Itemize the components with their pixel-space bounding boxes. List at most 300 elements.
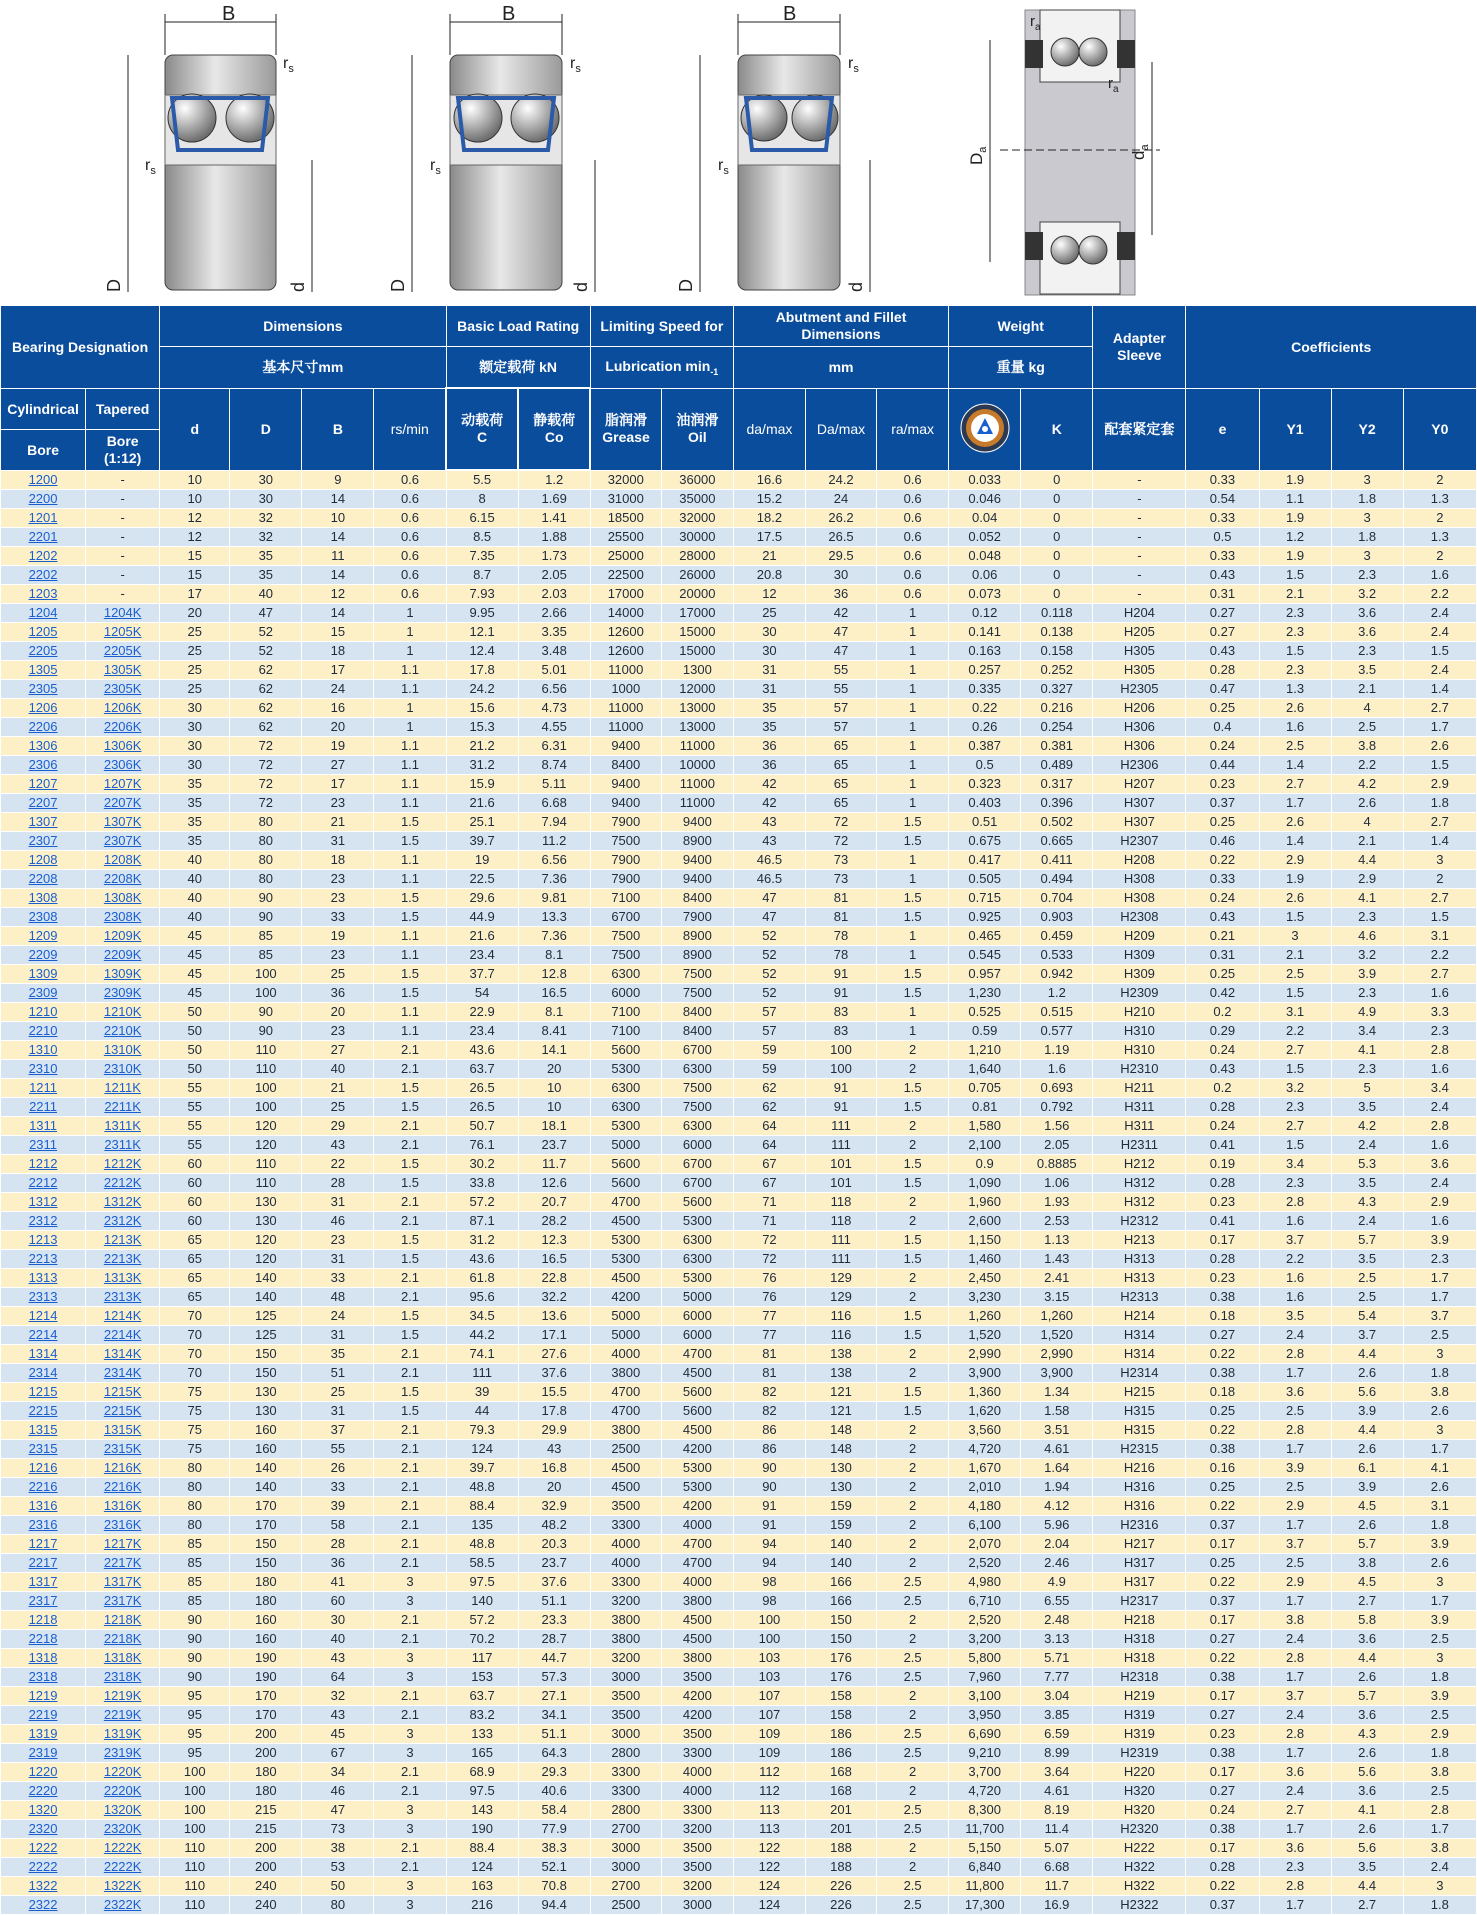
cell-speed-grease: 6300 [590, 1098, 661, 1117]
cell-bore-cylindrical[interactable]: 1211 [1, 1079, 86, 1098]
cell-bore-cylindrical[interactable]: 1217 [1, 1535, 86, 1554]
cell-speed-grease: 1000 [590, 680, 661, 699]
cell-speed-grease: 6700 [590, 908, 661, 927]
cell-bore-cylindrical[interactable]: 1308 [1, 889, 86, 908]
cell-dynamic-load-C: 39.7 [446, 1459, 518, 1478]
cell-bore-cylindrical[interactable]: 2306 [1, 756, 86, 775]
cell-bore-cylindrical[interactable]: 2309 [1, 984, 86, 1003]
cell-bore-tapered[interactable]: 1318K [86, 1649, 160, 1668]
cell-dynamic-load-C: 58.5 [446, 1554, 518, 1573]
cell-weight: 0.073 [949, 585, 1021, 604]
cell-bore-tapered[interactable]: 1313K [86, 1269, 160, 1288]
cell-bore-tapered[interactable]: 2216K [86, 1478, 160, 1497]
cell-e: 0.44 [1186, 756, 1259, 775]
cell-bore-tapered[interactable]: 2306K [86, 756, 160, 775]
cell-d: 45 [160, 984, 230, 1003]
cell-bore-cylindrical[interactable]: 2206 [1, 718, 86, 737]
cell-bore-cylindrical[interactable]: 2312 [1, 1212, 86, 1231]
cell-bore-cylindrical[interactable]: 1206 [1, 699, 86, 718]
cell-Y2: 4.5 [1331, 1497, 1403, 1516]
cell-speed-grease: 22500 [590, 566, 661, 585]
cell-bore-cylindrical[interactable]: 1208 [1, 851, 86, 870]
cell-bore-cylindrical[interactable]: 2219 [1, 1706, 86, 1725]
cell-d: 10 [160, 490, 230, 509]
cell-bore-cylindrical[interactable]: 1218 [1, 1611, 86, 1630]
cell-dynamic-load-C: 7.93 [446, 585, 518, 604]
cell-bore-cylindrical[interactable]: 2213 [1, 1250, 86, 1269]
cell-dynamic-load-C: 50.7 [446, 1117, 518, 1136]
cell-bore-tapered[interactable]: 2219K [86, 1706, 160, 1725]
cell-bore-tapered: - [86, 528, 160, 547]
cell-bore-cylindrical[interactable]: 1207 [1, 775, 86, 794]
cell-weight: 0.26 [949, 718, 1021, 737]
cell-Y0: 1.3 [1403, 528, 1476, 547]
cell-weight: 3,950 [949, 1706, 1021, 1725]
cell-rs-min: 3 [374, 1668, 446, 1687]
cell-bore-tapered[interactable]: 1322K [86, 1877, 160, 1896]
cell-bore-cylindrical[interactable]: 1209 [1, 927, 86, 946]
cell-dynamic-load-C: 21.2 [446, 737, 518, 756]
table-row [1, 1478, 1477, 1497]
cell-bore-cylindrical[interactable]: 1307 [1, 813, 86, 832]
cell-Da-max: 130 [805, 1459, 876, 1478]
cell-e: 0.38 [1186, 1744, 1259, 1763]
cell-Y0: 2.5 [1403, 1782, 1476, 1801]
cell-bore-cylindrical[interactable]: 1210 [1, 1003, 86, 1022]
cell-bore-cylindrical[interactable]: 2209 [1, 946, 86, 965]
cell-dynamic-load-C: 33.8 [446, 1174, 518, 1193]
cell-weight: 0.715 [949, 889, 1021, 908]
cell-bore-cylindrical[interactable]: 1204 [1, 604, 86, 623]
cell-bore-cylindrical[interactable]: 2310 [1, 1060, 86, 1079]
cell-Y0: 3.9 [1403, 1687, 1476, 1706]
cell-da-max: 30 [733, 642, 805, 661]
cell-bore-cylindrical[interactable]: 2212 [1, 1174, 86, 1193]
cell-bore-tapered[interactable]: 2310K [86, 1060, 160, 1079]
cell-bore-tapered[interactable]: 1218K [86, 1611, 160, 1630]
cell-bore-tapered[interactable]: 1206K [86, 699, 160, 718]
header-e: e [1186, 388, 1259, 470]
cell-e: 0.23 [1186, 775, 1259, 794]
cell-bore-cylindrical[interactable]: 2311 [1, 1136, 86, 1155]
cell-ra-max: 2 [877, 1193, 949, 1212]
cell-speed-grease: 25000 [590, 547, 661, 566]
cell-K: 4.9 [1021, 1573, 1093, 1592]
cell-bore-tapered[interactable]: 2206K [86, 718, 160, 737]
cell-bore-cylindrical[interactable]: 2205 [1, 642, 86, 661]
cell-bore-cylindrical[interactable]: 2201 [1, 528, 86, 547]
cell-bore-cylindrical[interactable]: 2210 [1, 1022, 86, 1041]
cell-speed-grease: 7900 [590, 851, 661, 870]
cell-bore-tapered[interactable]: 2322K [86, 1896, 160, 1915]
cell-rs-min: 3 [374, 1649, 446, 1668]
cell-bore-tapered[interactable]: 2314K [86, 1364, 160, 1383]
cell-Y0: 1.7 [1403, 1269, 1476, 1288]
cell-bore-tapered[interactable]: 2208K [86, 870, 160, 889]
cell-bore-tapered[interactable]: 2207K [86, 794, 160, 813]
cell-bore-cylindrical[interactable]: 1311 [1, 1117, 86, 1136]
cell-bore-tapered[interactable]: 1306K [86, 737, 160, 756]
cell-e: 0.17 [1186, 1763, 1259, 1782]
cell-Da-max: 168 [805, 1763, 876, 1782]
cell-bore-cylindrical[interactable]: 2315 [1, 1440, 86, 1459]
cell-speed-grease: 7900 [590, 870, 661, 889]
cell-ra-max: 2.5 [877, 1744, 949, 1763]
cell-bore-cylindrical[interactable]: 1215 [1, 1383, 86, 1402]
cell-da-max: 25 [733, 604, 805, 623]
cell-bore-tapered[interactable]: 2222K [86, 1858, 160, 1877]
cell-bore-cylindrical[interactable]: 1222 [1, 1839, 86, 1858]
cell-speed-oil: 4200 [661, 1497, 733, 1516]
cell-bore-tapered[interactable]: 1213K [86, 1231, 160, 1250]
cell-bore-cylindrical[interactable]: 2218 [1, 1630, 86, 1649]
cell-bore-cylindrical[interactable]: 2207 [1, 794, 86, 813]
cell-D: 240 [230, 1896, 302, 1915]
cell-bore-cylindrical[interactable]: 1203 [1, 585, 86, 604]
cell-static-load-Co: 15.5 [518, 1383, 590, 1402]
cell-speed-grease: 3000 [590, 1668, 661, 1687]
cell-speed-grease: 7500 [590, 927, 661, 946]
cell-D: 120 [230, 1231, 302, 1250]
cell-Y2: 2.1 [1331, 832, 1403, 851]
cell-bore-cylindrical[interactable]: 2305 [1, 680, 86, 699]
cell-bore-cylindrical[interactable]: 2202 [1, 566, 86, 585]
cell-bore-cylindrical[interactable]: 2208 [1, 870, 86, 889]
cell-B: 12 [302, 585, 374, 604]
cell-ra-max: 0.6 [877, 585, 949, 604]
cell-bore-tapered[interactable]: 1314K [86, 1345, 160, 1364]
cell-d: 40 [160, 889, 230, 908]
cell-bore-tapered[interactable]: 2205K [86, 642, 160, 661]
cell-adapter-sleeve: H2314 [1093, 1364, 1186, 1383]
cell-bore-tapered[interactable]: 1310K [86, 1041, 160, 1060]
cell-K: 4.12 [1021, 1497, 1093, 1516]
cell-K: 8.99 [1021, 1744, 1093, 1763]
cell-K: 5.96 [1021, 1516, 1093, 1535]
cell-bore-tapered[interactable]: 2214K [86, 1326, 160, 1345]
cell-bore-tapered[interactable]: 1208K [86, 851, 160, 870]
cell-dynamic-load-C: 29.6 [446, 889, 518, 908]
cell-bore-tapered[interactable]: 1307K [86, 813, 160, 832]
cell-bore-cylindrical[interactable]: 1316 [1, 1497, 86, 1516]
cell-bore-cylindrical[interactable]: 2318 [1, 1668, 86, 1687]
cell-adapter-sleeve: H322 [1093, 1877, 1186, 1896]
table-row [1, 1516, 1477, 1535]
cell-da-max: 43 [733, 832, 805, 851]
cell-ra-max: 2.5 [877, 1668, 949, 1687]
cell-bore-cylindrical[interactable]: 1219 [1, 1687, 86, 1706]
cell-bore-cylindrical[interactable]: 2216 [1, 1478, 86, 1497]
cell-e: 0.47 [1186, 680, 1259, 699]
cell-adapter-sleeve: H312 [1093, 1193, 1186, 1212]
cell-Y1: 1.6 [1259, 718, 1331, 737]
cell-bore-cylindrical[interactable]: 2214 [1, 1326, 86, 1345]
cell-D: 140 [230, 1459, 302, 1478]
cell-D: 130 [230, 1212, 302, 1231]
cell-Y2: 3.9 [1331, 1402, 1403, 1421]
cell-bore-cylindrical[interactable]: 2316 [1, 1516, 86, 1535]
cell-bore-tapered[interactable]: 2209K [86, 946, 160, 965]
cell-bore-cylindrical[interactable]: 2322 [1, 1896, 86, 1915]
cell-bore-tapered[interactable]: 1319K [86, 1725, 160, 1744]
cell-weight: 1,260 [949, 1307, 1021, 1326]
cell-rs-min: 2.1 [374, 1459, 446, 1478]
cell-bore-cylindrical[interactable]: 1313 [1, 1269, 86, 1288]
cell-speed-grease: 12600 [590, 623, 661, 642]
cell-K: 11.4 [1021, 1820, 1093, 1839]
cell-rs-min: 1.5 [374, 832, 446, 851]
cell-dynamic-load-C: 39.7 [446, 832, 518, 851]
header-K: K [1021, 388, 1093, 470]
cell-bore-tapered[interactable]: 1211K [86, 1079, 160, 1098]
cell-bore-cylindrical[interactable]: 2317 [1, 1592, 86, 1611]
cell-bore-tapered[interactable]: 2319K [86, 1744, 160, 1763]
cell-e: 0.43 [1186, 566, 1259, 585]
cell-bore-cylindrical[interactable]: 1214 [1, 1307, 86, 1326]
cell-bore-tapered[interactable]: 1207K [86, 775, 160, 794]
cell-Da-max: 140 [805, 1554, 876, 1573]
cell-bore-tapered[interactable]: 1212K [86, 1155, 160, 1174]
cell-bore-cylindrical[interactable]: 1216 [1, 1459, 86, 1478]
cell-bore-cylindrical[interactable]: 2200 [1, 490, 86, 509]
cell-bore-cylindrical[interactable]: 1312 [1, 1193, 86, 1212]
cell-bore-cylindrical[interactable]: 1322 [1, 1877, 86, 1896]
cell-bore-tapered[interactable]: 1216K [86, 1459, 160, 1478]
cell-d: 90 [160, 1649, 230, 1668]
cell-adapter-sleeve: H209 [1093, 927, 1186, 946]
cell-bore-tapered[interactable]: 1316K [86, 1497, 160, 1516]
cell-bore-tapered[interactable]: 2218K [86, 1630, 160, 1649]
label-D: D [104, 279, 124, 292]
cell-Y1: 2.8 [1259, 1725, 1331, 1744]
cell-bore-tapered[interactable]: 1214K [86, 1307, 160, 1326]
cell-bore-cylindrical[interactable]: 2314 [1, 1364, 86, 1383]
cell-bore-cylindrical[interactable]: 2308 [1, 908, 86, 927]
cell-bore-tapered[interactable]: 1311K [86, 1117, 160, 1136]
table-row [1, 661, 1477, 680]
cell-d: 50 [160, 1041, 230, 1060]
cell-bore-tapered[interactable]: 2315K [86, 1440, 160, 1459]
cell-bore-tapered[interactable]: 1309K [86, 965, 160, 984]
cell-bore-tapered[interactable]: 1315K [86, 1421, 160, 1440]
cell-bore-tapered[interactable]: 2210K [86, 1022, 160, 1041]
header-Y2: Y2 [1331, 388, 1403, 470]
table-row [1, 1041, 1477, 1060]
cell-e: 0.33 [1186, 870, 1259, 889]
cell-bore-cylindrical[interactable]: 1205 [1, 623, 86, 642]
cell-adapter-sleeve: H317 [1093, 1554, 1186, 1573]
table-row [1, 1668, 1477, 1687]
cell-Y1: 2.5 [1259, 1478, 1331, 1497]
cell-bore-cylindrical[interactable]: 1318 [1, 1649, 86, 1668]
cell-rs-min: 2.1 [374, 1630, 446, 1649]
cell-bore-cylindrical[interactable]: 2313 [1, 1288, 86, 1307]
cell-bore-cylindrical[interactable]: 1315 [1, 1421, 86, 1440]
cell-static-load-Co: 20 [518, 1478, 590, 1497]
cell-B: 24 [302, 680, 374, 699]
cell-bore-tapered[interactable]: 2313K [86, 1288, 160, 1307]
cell-bore-cylindrical[interactable]: 1309 [1, 965, 86, 984]
cell-bore-cylindrical[interactable]: 2319 [1, 1744, 86, 1763]
cell-da-max: 15.2 [733, 490, 805, 509]
cell-Da-max: 186 [805, 1725, 876, 1744]
cell-Da-max: 118 [805, 1212, 876, 1231]
cell-bore-tapered[interactable]: 1305K [86, 661, 160, 680]
cell-speed-oil: 6700 [661, 1041, 733, 1060]
cell-Da-max: 201 [805, 1820, 876, 1839]
cell-bore-tapered[interactable]: 1215K [86, 1383, 160, 1402]
cell-ra-max: 0.6 [877, 490, 949, 509]
cell-speed-grease: 7100 [590, 889, 661, 908]
cell-Y0: 1.8 [1403, 794, 1476, 813]
cell-static-load-Co: 20.7 [518, 1193, 590, 1212]
cell-da-max: 124 [733, 1877, 805, 1896]
cell-bore-tapered[interactable]: 2309K [86, 984, 160, 1003]
cell-e: 0.23 [1186, 1725, 1259, 1744]
cell-bore-tapered[interactable]: 2318K [86, 1668, 160, 1687]
cell-bore-tapered[interactable]: 2212K [86, 1174, 160, 1193]
cell-bore-tapered[interactable]: 1320K [86, 1801, 160, 1820]
cell-bore-cylindrical[interactable]: 2220 [1, 1782, 86, 1801]
cell-speed-oil: 3500 [661, 1668, 733, 1687]
cell-bore-tapered[interactable]: 2211K [86, 1098, 160, 1117]
header-load-cn: 额定载荷 kN [446, 347, 590, 389]
cell-weight: 6,840 [949, 1858, 1021, 1877]
cell-da-max: 67 [733, 1174, 805, 1193]
cell-e: 0.21 [1186, 927, 1259, 946]
cell-bore-tapered[interactable]: 1217K [86, 1535, 160, 1554]
cell-da-max: 76 [733, 1288, 805, 1307]
cell-bore-tapered[interactable]: 1317K [86, 1573, 160, 1592]
cell-d: 80 [160, 1516, 230, 1535]
cell-bore-tapered[interactable]: 2217K [86, 1554, 160, 1573]
cell-bore-cylindrical[interactable]: 2320 [1, 1820, 86, 1839]
cell-bore-tapered[interactable]: 2308K [86, 908, 160, 927]
cell-bore-tapered[interactable]: 2312K [86, 1212, 160, 1231]
cell-da-max: 103 [733, 1649, 805, 1668]
cell-rs-min: 2.1 [374, 1117, 446, 1136]
cell-bore-cylindrical[interactable]: 1200 [1, 470, 86, 490]
header-damax: da/max [733, 388, 805, 470]
table-row [1, 528, 1477, 547]
cell-bore-tapered[interactable]: 1222K [86, 1839, 160, 1858]
table-row [1, 1288, 1477, 1307]
cell-adapter-sleeve: H310 [1093, 1022, 1186, 1041]
cell-Y0: 2.8 [1403, 1041, 1476, 1060]
cell-rs-min: 2.1 [374, 1193, 446, 1212]
cell-bore-cylindrical[interactable]: 2215 [1, 1402, 86, 1421]
cell-bore-tapered[interactable]: 2305K [86, 680, 160, 699]
cell-da-max: 31 [733, 661, 805, 680]
cell-bore-tapered[interactable]: 1210K [86, 1003, 160, 1022]
cell-Y0: 2 [1403, 470, 1476, 490]
cell-bore-tapered[interactable]: 1205K [86, 623, 160, 642]
cell-dynamic-load-C: 37.7 [446, 965, 518, 984]
cell-dynamic-load-C: 43.6 [446, 1041, 518, 1060]
cell-Y1: 2.6 [1259, 889, 1331, 908]
label-Da: $D_a$ [967, 146, 989, 165]
cell-bore-cylindrical[interactable]: 1320 [1, 1801, 86, 1820]
cell-Da-max: 78 [805, 927, 876, 946]
cell-weight: 1,580 [949, 1117, 1021, 1136]
cell-Da-max: 30 [805, 566, 876, 585]
cell-rs-min: 1.5 [374, 908, 446, 927]
cell-bore-cylindrical[interactable]: 1310 [1, 1041, 86, 1060]
cell-bore-tapered[interactable]: 1219K [86, 1687, 160, 1706]
cell-bore-cylindrical[interactable]: 1201 [1, 509, 86, 528]
cell-Da-max: 26.5 [805, 528, 876, 547]
cell-bore-tapered[interactable]: 1209K [86, 927, 160, 946]
cell-rs-min: 1 [374, 718, 446, 737]
cell-B: 20 [302, 718, 374, 737]
cell-bore-tapered[interactable]: 1312K [86, 1193, 160, 1212]
cell-static-load-Co: 1.88 [518, 528, 590, 547]
cell-bore-cylindrical[interactable]: 2211 [1, 1098, 86, 1117]
cell-bore-cylindrical[interactable]: 1202 [1, 547, 86, 566]
table-row [1, 1649, 1477, 1668]
cell-speed-grease: 9400 [590, 794, 661, 813]
cell-e: 0.27 [1186, 1630, 1259, 1649]
cell-d: 70 [160, 1345, 230, 1364]
cell-bore-tapered[interactable]: 2311K [86, 1136, 160, 1155]
cell-weight: 5,150 [949, 1839, 1021, 1858]
cell-bore-cylindrical[interactable]: 2307 [1, 832, 86, 851]
cell-D: 160 [230, 1440, 302, 1459]
table-row [1, 1136, 1477, 1155]
cell-adapter-sleeve: H320 [1093, 1782, 1186, 1801]
table-row [1, 585, 1477, 604]
cell-B: 51 [302, 1364, 374, 1383]
cell-weight: 3,900 [949, 1364, 1021, 1383]
cell-bore-cylindrical[interactable]: 1305 [1, 661, 86, 680]
cell-bore-tapered[interactable]: 2307K [86, 832, 160, 851]
table-row [1, 1801, 1477, 1820]
cell-da-max: 67 [733, 1155, 805, 1174]
cell-Da-max: 81 [805, 908, 876, 927]
cell-static-load-Co: 8.41 [518, 1022, 590, 1041]
cell-bore-tapered[interactable]: 2320K [86, 1820, 160, 1839]
cell-bore-tapered[interactable]: 1220K [86, 1763, 160, 1782]
cell-bore-cylindrical[interactable]: 1213 [1, 1231, 86, 1250]
cell-speed-oil: 3200 [661, 1820, 733, 1839]
cell-bore-tapered[interactable]: 2213K [86, 1250, 160, 1269]
cell-weight: 1,210 [949, 1041, 1021, 1060]
cell-bore-cylindrical[interactable]: 1306 [1, 737, 86, 756]
cell-bore-cylindrical[interactable]: 1319 [1, 1725, 86, 1744]
cell-bore-tapered[interactable]: 2215K [86, 1402, 160, 1421]
cell-bore-tapered[interactable]: 2220K [86, 1782, 160, 1801]
cell-bore-cylindrical[interactable]: 1314 [1, 1345, 86, 1364]
cell-K: 1.94 [1021, 1478, 1093, 1497]
cell-bore-cylindrical[interactable]: 1220 [1, 1763, 86, 1782]
cell-static-load-Co: 4.55 [518, 718, 590, 737]
cell-d: 75 [160, 1440, 230, 1459]
cell-Y1: 3.9 [1259, 1459, 1331, 1478]
cell-bore-tapered[interactable]: 2316K [86, 1516, 160, 1535]
cell-static-load-Co: 22.8 [518, 1269, 590, 1288]
cell-bore-tapered[interactable]: 1308K [86, 889, 160, 908]
cell-D: 52 [230, 642, 302, 661]
cell-bore-cylindrical[interactable]: 2217 [1, 1554, 86, 1573]
cell-bore-tapered[interactable]: 2317K [86, 1592, 160, 1611]
cell-bore-cylindrical[interactable]: 1212 [1, 1155, 86, 1174]
cell-bore-tapered[interactable]: 1204K [86, 604, 160, 623]
cell-speed-oil: 4500 [661, 1364, 733, 1383]
cell-Y2: 3.8 [1331, 737, 1403, 756]
cell-bore-cylindrical[interactable]: 2222 [1, 1858, 86, 1877]
cell-Da-max: 176 [805, 1649, 876, 1668]
cell-bore-cylindrical[interactable]: 1317 [1, 1573, 86, 1592]
